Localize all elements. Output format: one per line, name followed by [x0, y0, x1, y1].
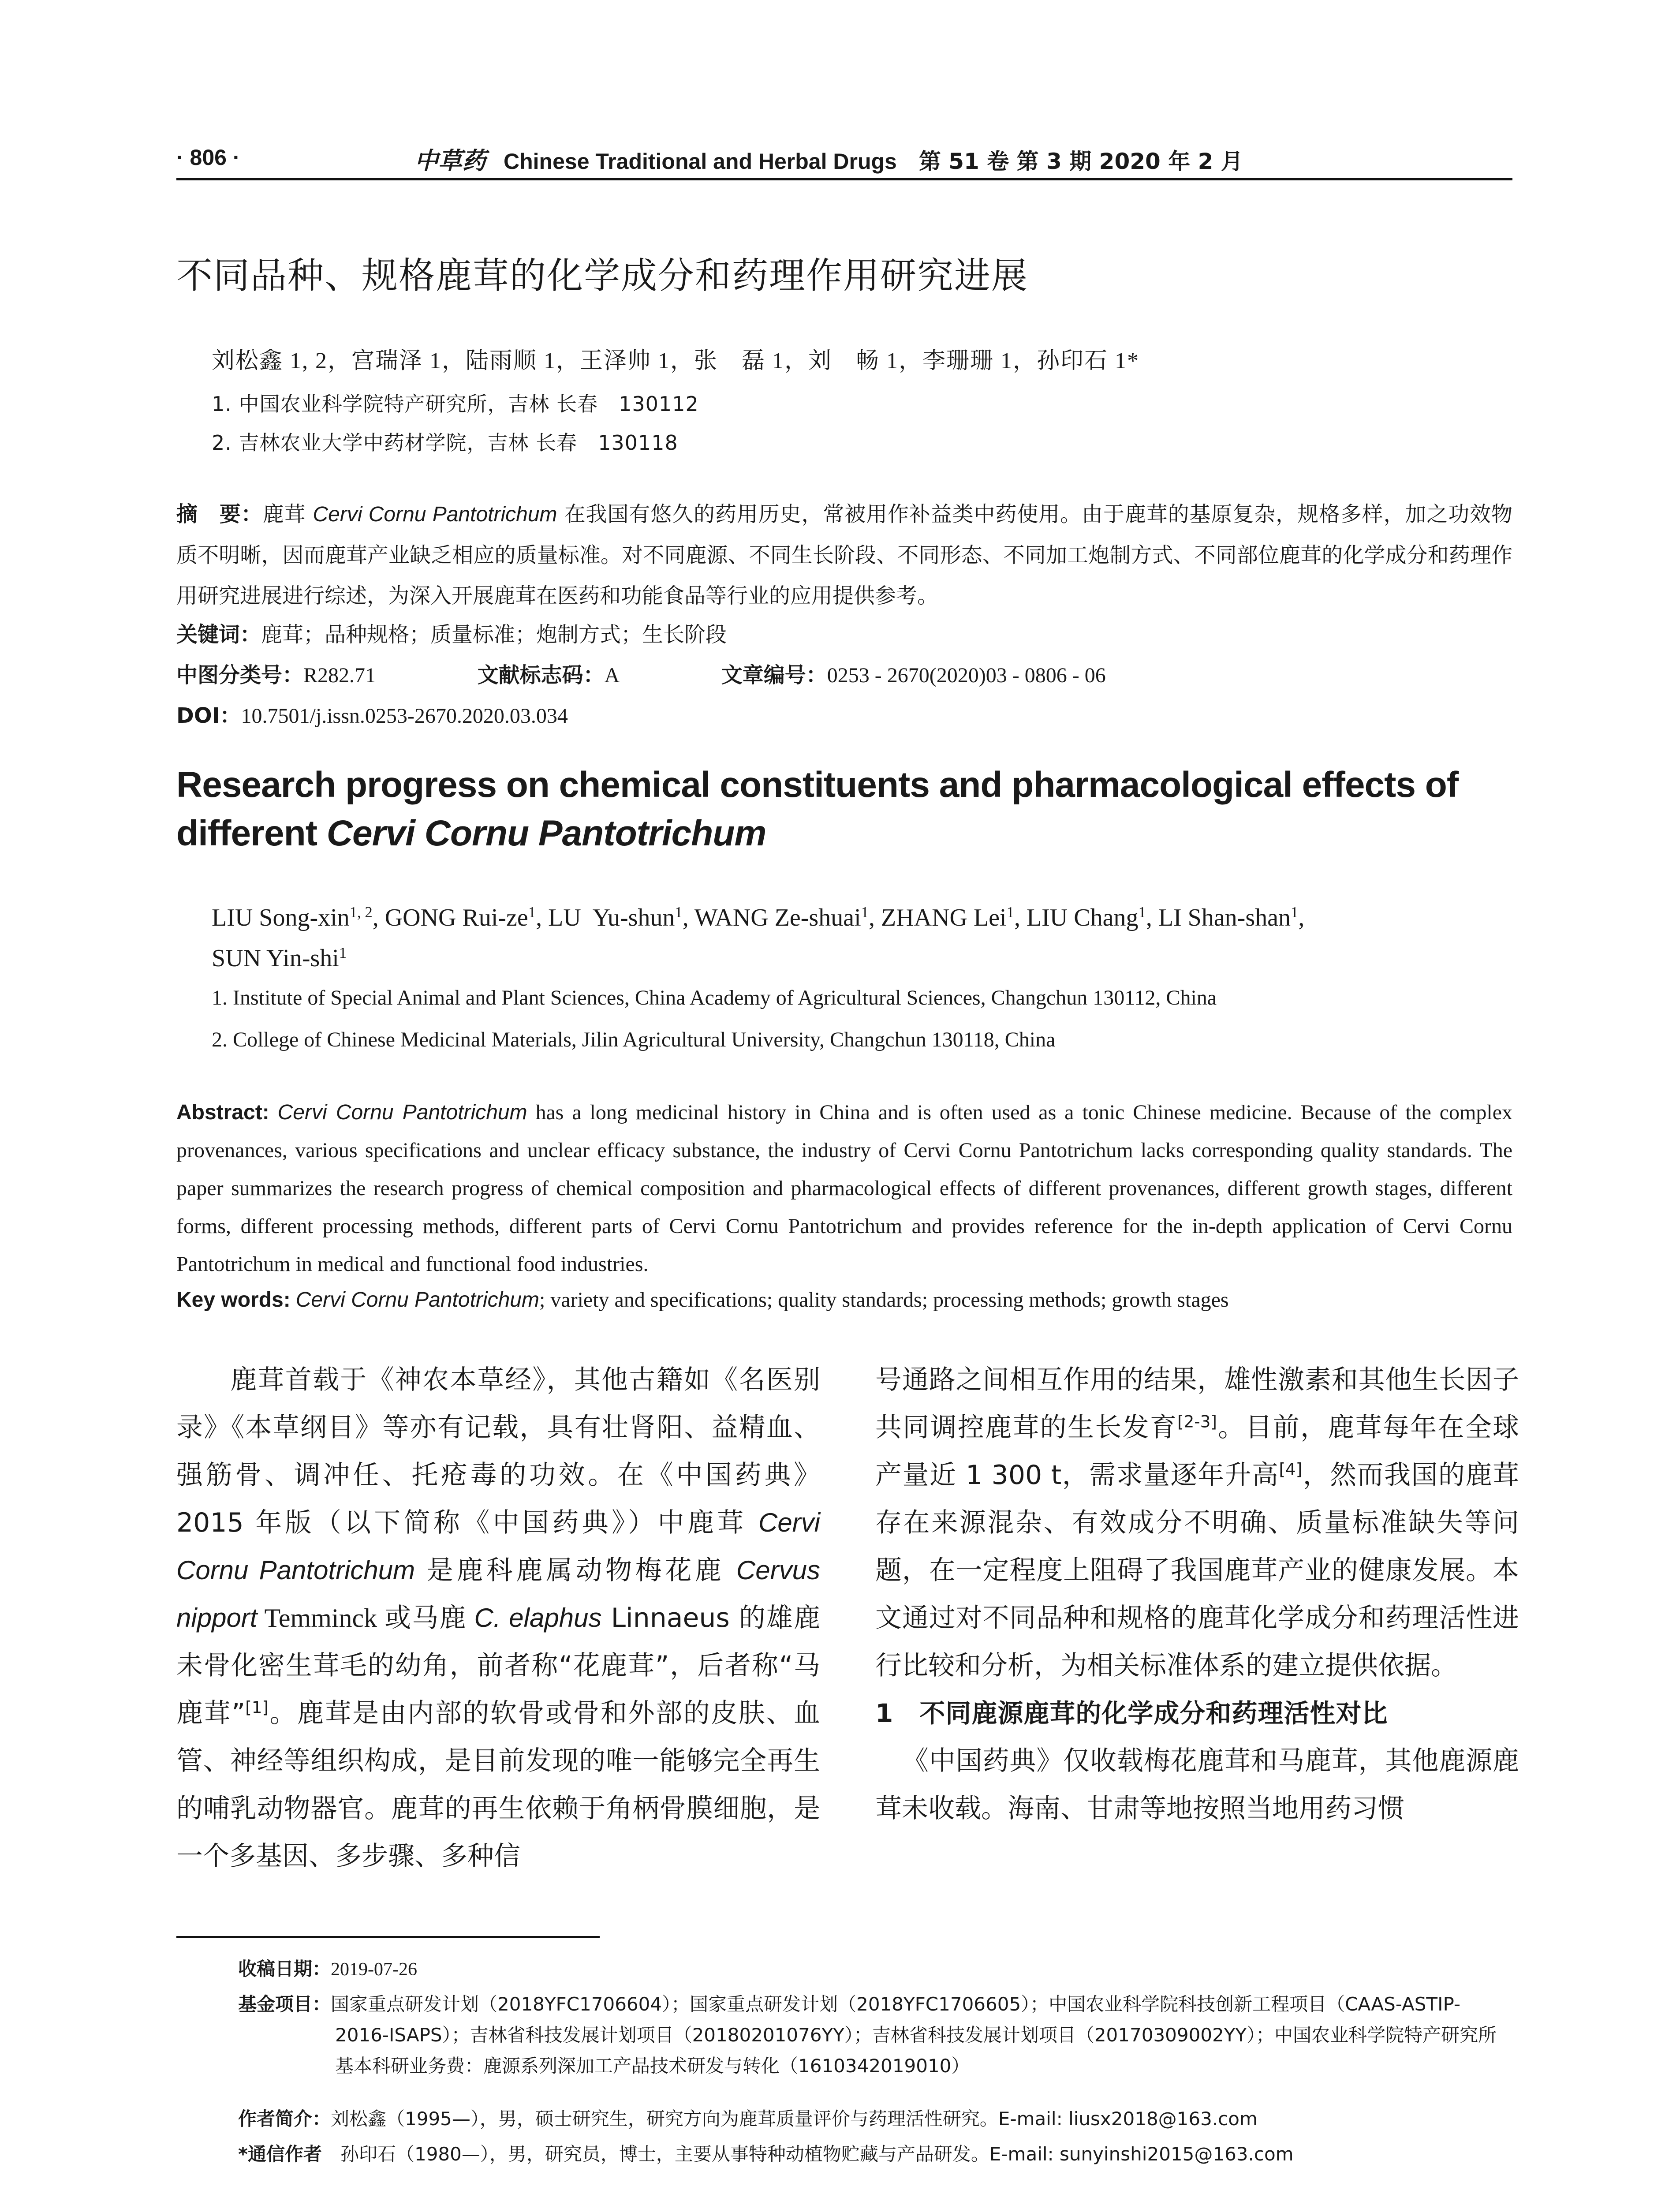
- citation: [2-3]: [1177, 1412, 1217, 1431]
- cn-affiliation-1: 1. 中国农业科学院特产研究所，吉林 长春 130112: [212, 392, 699, 416]
- footnote-corresponding: [238, 2139, 1512, 2170]
- en-title: [176, 761, 1512, 858]
- cn-keywords: [176, 617, 727, 648]
- en-title-line-1: Research progress on chemical constituents and pharmacological effects of: [176, 765, 1459, 805]
- body-text: 《中国药典》仅收载梅花鹿茸和马鹿茸，其他鹿源鹿茸未收载。海南、甘肃等地按照当地用药习惯: [875, 1745, 1519, 1824]
- header-rule: [176, 178, 1512, 180]
- body-text: 鹿茸首载于《神农本草经》，其他古籍如《名医别录》《本草纲目》等亦有记载，具有壮肾阳、益精血、强筋骨、调冲任、托疮毒的功效。在《中国药典》2015 年版（以下简称《中国药典》）中鹿茸: [176, 1364, 820, 1538]
- cn-affiliation-2: 2. 吉林农业大学中药材学院，吉林 长春 130118: [212, 431, 678, 455]
- body-column-right: [875, 1356, 1519, 1832]
- en-title-line-2: [176, 809, 1512, 858]
- body-text: 是鹿科鹿属动物梅花鹿: [415, 1555, 736, 1586]
- en-abstract-label: Abstract:: [176, 1101, 269, 1124]
- body-text: Temminck 或马鹿: [257, 1603, 474, 1633]
- latin-name: Cervi Cornu Pantotrichum: [176, 1508, 820, 1585]
- cn-authors: 刘松鑫 1, 2，宫瑞泽 1，陆雨顺 1，王泽帅 1，张 磊 1，刘 畅 1，李珊珊 1，孙印石 1*: [212, 348, 1140, 374]
- cn-abstract-text: 在我国有悠久的药用历史，常被用作补益类中药使用。由于鹿茸的基原复杂，规格多样，加之功效物质不明晰，因而鹿茸产业缺乏相应的质量标准。对不同鹿源、不同生长阶段、不同形态、不同加工炮制方式、不同部位鹿茸的化学成分和药理作用研究进展进行综述，为深入开展鹿茸在医药和功能食品等行业的应用提供参考。: [176, 502, 1512, 608]
- footnote-text: 国家重点研发计划（2018YFC1706604）；国家重点研发计划（2018YFC1706605）；中国农业科学院科技创新工程项目（CAAS-ASTIP-2016-ISAPS）；吉林省科技发展计划项目（20180201076YY）；吉林省科技发展计划项目（20170309002YY）；中国农业科学院特产研究所基本科研业务费：鹿源系列深加工产品技术研发与转化（1610342019010）: [331, 1993, 1497, 2077]
- running-header: [176, 141, 1512, 176]
- article-number-label: 文章编号：: [721, 663, 827, 688]
- latin-name: Cervi Cornu Pantotrichum: [326, 813, 766, 853]
- journal-name-en: Chinese Traditional and Herbal Drugs: [504, 149, 897, 174]
- cn-title: 不同品种、规格鹿茸的化学成分和药理作用研究进展: [176, 255, 1029, 297]
- body-column-left: [176, 1356, 820, 1880]
- footnote-rule: [176, 1936, 600, 1938]
- citation: [4]: [1279, 1459, 1303, 1479]
- clc-label: 中图分类号：: [176, 663, 304, 688]
- cn-classification: [176, 658, 1106, 688]
- en-affiliation-2: 2. College of Chinese Medicinal Materials, Jilin Agricultural University, Changchun 130118, China: [212, 1028, 1056, 1051]
- en-affiliation-1: 1. Institute of Special Animal and Plant Sciences, China Academy of Agricultural Sciences, Changchun 130112, China: [212, 986, 1217, 1009]
- body-text: ，然而我国的鹿茸存在来源混杂、有效成分不明确、质量标准缺失等问题，在一定程度上阻碍了我国鹿茸产业的健康发展。本文通过对不同品种和规格的鹿茸化学成分和药理活性进行比较和分析，为相关标准体系的建立提供依据。: [875, 1460, 1519, 1681]
- footnote-label: 收稿日期：: [238, 1958, 331, 1980]
- footnote-received: [238, 1954, 1512, 1985]
- en-keywords-label: Key words:: [176, 1288, 291, 1312]
- doccode-label: 文献标志码：: [477, 663, 605, 688]
- footnote-label: 基金项目：: [238, 1993, 331, 2015]
- doi: [176, 699, 568, 729]
- body-text: 。目前，鹿茸每年在全球产量近 1 300 t，需求量逐年升高: [875, 1412, 1519, 1491]
- journal-name-cn: 中草药: [414, 146, 486, 175]
- journal-header: [414, 142, 1243, 176]
- section-heading: 1 不同鹿源鹿茸的化学成分和药理活性对比: [875, 1698, 1388, 1728]
- en-authors: LIU Song-xin$^{1, 2}$, GONG Rui-$ze^1$, LU Yu-shun$^1$, WANG Ze-shuai$^1$, ZHANG Lei$^1$, LIU Chang$^1$, LI Shan-shan$^1$, SUN Yin-shi$^1$: [212, 903, 1305, 972]
- cn-keywords-label: 关键词：: [176, 622, 261, 647]
- body-text: Linnaeus 的雄鹿未骨化密生茸毛的幼角，前者称“花鹿茸”，后者称“马鹿茸”: [176, 1603, 820, 1729]
- citation: [1]: [245, 1697, 269, 1717]
- footnote-fund: [238, 1989, 1512, 2082]
- latin-name: C. elaphus: [474, 1603, 602, 1633]
- footnote-text: 孙印石（1980—），男，研究员，博士，主要从事特种动植物贮藏与产品研发。E-mail: sunyinshi2015@163.com: [321, 2143, 1294, 2165]
- body-text: 号通路之间相互作用的结果，雄性激素和其他生长因子共同调控鹿茸的生长发育: [875, 1364, 1519, 1443]
- cn-abstract-label: 摘 要：: [176, 502, 263, 527]
- footnote-author: [238, 2104, 1512, 2134]
- en-keywords-text: ; variety and specifications; quality standards; processing methods; growth stages: [539, 1288, 1229, 1312]
- en-abstract: [176, 1094, 1512, 1283]
- footnote-text: 刘松鑫（1995—），男，硕士研究生，研究方向为鹿茸质量评价与药理活性研究。E-mail: liusx2018@163.com: [331, 2108, 1258, 2130]
- page-number: · 806 ·: [176, 145, 240, 170]
- doi-value: 10.7501/j.issn.0253-2670.2020.03.034: [241, 704, 568, 728]
- cn-abstract: [176, 494, 1512, 616]
- doi-label: DOI：: [176, 703, 241, 728]
- latin-name: Cervi Cornu Pantotrichum: [277, 1101, 527, 1124]
- issue-info: 第 51 卷 第 3 期 2020 年 2 月: [918, 149, 1243, 174]
- cn-abstract-text: 鹿茸: [262, 502, 313, 527]
- en-abstract-text: has a long medicinal history in China and is often used as a tonic Chinese medicine. Because of the complex provenances, various specifications and unclear efficacy substance, the industry of Cervi Cornu Pantotrichum lacks corresponding quality standards. The paper summarizes the research progress of chemical composition and pharmacological effects of different provenances, different growth stages, different forms, different processing methods, different parts of Cervi Cornu Pantotrichum and provides reference for the in-depth application of Cervi Cornu Pantotrichum in medical and functional food industries.: [176, 1101, 1513, 1276]
- latin-name: Cervi Cornu Pantotrichum: [295, 1288, 539, 1312]
- article-number-value: 0253 - 2670(2020)03 - 0806 - 06: [827, 664, 1106, 687]
- body-paragraph: [875, 1737, 1519, 1832]
- latin-name: Cervus nipport: [176, 1555, 820, 1633]
- latin-name: Cervi Cornu Pantotrichum: [313, 503, 557, 526]
- doccode-value: A: [604, 664, 620, 687]
- cn-keywords-text: 鹿茸；品种规格；质量标准；炮制方式；生长阶段: [261, 622, 727, 647]
- body-text: 。鹿茸是由内部的软骨或骨和外部的皮肤、血管、神经等组织构成，是目前发现的唯一能够完全再生的哺乳动物器官。鹿茸的再生依赖于角柄骨膜细胞，是一个多基因、多步骤、多种信: [176, 1698, 820, 1872]
- clc-value: R282.71: [303, 664, 376, 687]
- en-title-text: different: [176, 813, 327, 853]
- en-keywords: [176, 1288, 1229, 1312]
- footnote-label: *通信作者: [238, 2143, 322, 2165]
- footnote-label: 作者简介：: [238, 2108, 331, 2130]
- footnote-text: 2019-07-26: [331, 1959, 417, 1980]
